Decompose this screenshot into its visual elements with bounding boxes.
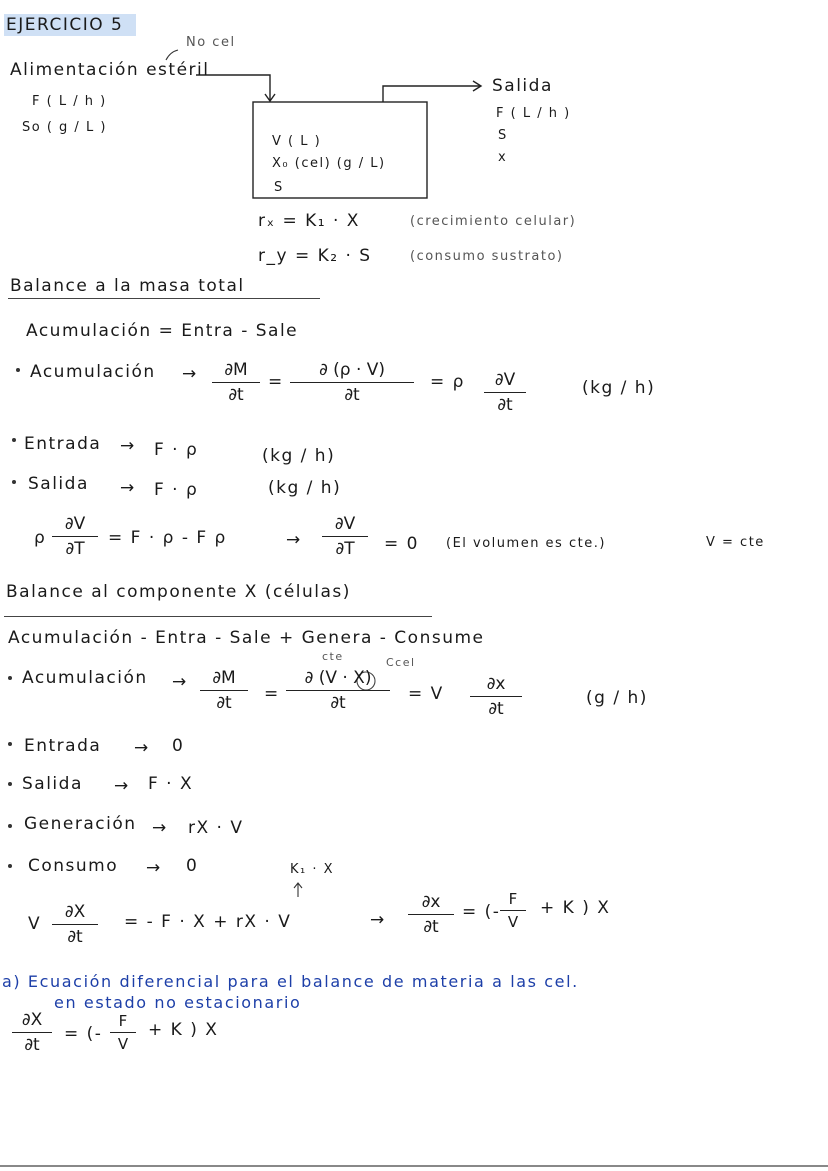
k1x-note: K₁ · X xyxy=(290,862,335,877)
bullet xyxy=(8,864,12,868)
note-cte: cte xyxy=(322,650,344,663)
bullet xyxy=(8,676,12,680)
s2-out-label: Salida xyxy=(22,774,83,794)
s1-res-vcte: V = cte xyxy=(706,535,765,550)
exit-label: Salida xyxy=(492,76,553,96)
feed-so: So ( g / L ) xyxy=(22,120,107,135)
rate-y-note: (consumo sustrato) xyxy=(410,249,564,264)
s1-res-rho: ρ xyxy=(34,528,47,548)
bullet xyxy=(8,742,12,746)
s1-out-units: (kg / h) xyxy=(268,478,342,498)
answer-close: + K ) X xyxy=(148,1020,219,1040)
s1-arrow: → xyxy=(120,478,136,498)
s1-res-frac1: ∂V ∂T xyxy=(52,514,98,559)
s2-arrow: → xyxy=(172,672,188,692)
s1-acc-units: (kg / h) xyxy=(582,378,656,398)
s1-in-label: Entrada xyxy=(24,434,102,454)
answer-frac1: ∂X ∂t xyxy=(12,1010,52,1055)
section2-underline xyxy=(4,616,432,617)
s1-res-mid: = F · ρ - F ρ xyxy=(108,528,227,548)
s2-arrow: → xyxy=(146,858,162,878)
s1-res-note: (El volumen es cte.) xyxy=(446,536,606,551)
s2-res-mid: = - F · X + rX · V xyxy=(124,912,292,932)
s1-res-frac2: ∂V ∂T xyxy=(322,514,368,559)
feed-flow: F ( L / h ) xyxy=(32,94,107,109)
s1-arrow: → xyxy=(286,530,302,550)
s1-acc-rho: = ρ xyxy=(430,372,465,392)
note-ccel: Ccel xyxy=(386,656,416,669)
s1-acc-frac2: ∂ (ρ · V) ∂t xyxy=(290,360,414,405)
s1-acc-label: Acumulación xyxy=(30,362,156,382)
s1-out-label: Salida xyxy=(28,474,89,494)
reactor-x0: X₀ (cel) (g / L) xyxy=(272,156,386,171)
s1-out-expr: F · ρ xyxy=(154,480,199,500)
s2-con-expr: 0 xyxy=(186,856,199,876)
feed-label: Alimentación estéril xyxy=(10,60,210,80)
s2-eq1: = xyxy=(264,684,280,704)
exercise-title: EJERCICIO 5 xyxy=(6,15,124,35)
bullet xyxy=(16,368,20,372)
s2-acc-v: = V xyxy=(408,684,444,704)
s2-acc-frac3: ∂x ∂t xyxy=(470,674,522,719)
bullet xyxy=(12,480,16,484)
rate-x-note: (crecimiento celular) xyxy=(410,214,577,229)
s1-eq1: = xyxy=(268,372,284,392)
rate-y: r_y = K₂ · S xyxy=(258,246,372,266)
s2-con-label: Consumo xyxy=(28,856,119,876)
s2-arrow: → xyxy=(114,776,130,796)
s2-acc-label: Acumulación xyxy=(22,668,148,688)
answer-line2: en estado no estacionario xyxy=(54,993,302,1012)
s1-arrow: → xyxy=(182,364,198,384)
s2-in-expr: 0 xyxy=(172,736,185,756)
exit-flow: F ( L / h ) xyxy=(496,106,571,121)
s2-gen-label: Generación xyxy=(24,814,137,834)
no-cel-note: No cel xyxy=(186,35,236,50)
exit-x: x xyxy=(498,150,508,165)
section2-heading: Balance al componente X (células) xyxy=(6,582,351,602)
answer-frac2: F V xyxy=(110,1012,136,1053)
section2-general: Acumulación - Entra - Sale + Genera - Consume xyxy=(8,628,485,648)
reactor-s: S xyxy=(274,180,284,195)
s1-acc-frac1: ∂M ∂t xyxy=(212,360,260,405)
s2-acc-units: (g / h) xyxy=(586,688,648,708)
s2-res-frac2: ∂x ∂t xyxy=(408,892,454,937)
no-cel-arrow xyxy=(166,50,178,60)
s2-res-open: = (- xyxy=(462,902,501,922)
section1-general: Acumulación = Entra - Sale xyxy=(26,321,299,341)
rate-x: rₓ = K₁ · X xyxy=(258,211,360,231)
reactor-volume: V ( L ) xyxy=(272,134,322,149)
s2-res-frac3: F V xyxy=(500,890,526,931)
s1-in-expr: F · ρ xyxy=(154,440,199,460)
s2-res-close: + K ) X xyxy=(540,898,611,918)
bullet xyxy=(8,824,12,828)
s2-out-expr: F · X xyxy=(148,774,194,794)
s2-acc-frac2: ∂ (V · X) ∂t xyxy=(286,668,390,713)
exit-arrow xyxy=(383,86,480,102)
s2-res-v: V xyxy=(28,914,42,934)
answer-line1: a) Ecuación diferencial para el balance de materia a las cel. xyxy=(2,972,579,991)
s2-acc-frac1: ∂M ∂t xyxy=(200,668,248,713)
exit-s: S xyxy=(498,128,508,143)
s2-res-frac1: ∂X ∂t xyxy=(52,902,98,947)
s1-res-zero: = 0 xyxy=(384,534,419,554)
s1-acc-frac3: ∂V ∂t xyxy=(484,370,526,415)
bullet xyxy=(8,782,12,786)
bullet xyxy=(12,438,16,442)
s2-arrow: → xyxy=(134,738,150,758)
s1-in-units: (kg / h) xyxy=(262,446,336,466)
section1-underline xyxy=(8,298,320,299)
s2-in-label: Entrada xyxy=(24,736,102,756)
answer-open: = (- xyxy=(64,1024,103,1044)
s2-gen-expr: rX · V xyxy=(188,818,244,838)
s2-arrow: → xyxy=(370,910,386,930)
s2-arrow: → xyxy=(152,818,168,838)
s1-arrow: → xyxy=(120,436,136,456)
section1-heading: Balance a la masa total xyxy=(10,276,245,296)
